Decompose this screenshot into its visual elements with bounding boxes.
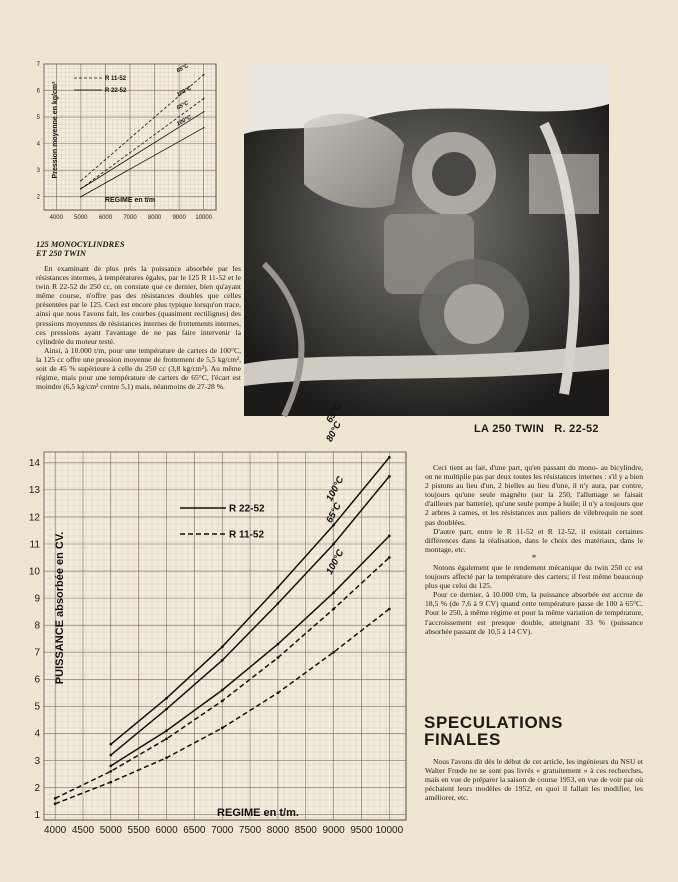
subhead <box>36 240 236 258</box>
y-tick-label: 5 <box>34 701 40 713</box>
y-tick-label: 1 <box>34 809 40 821</box>
curve-label: 65°C <box>175 100 190 112</box>
y-tick-label: 2 <box>34 782 40 794</box>
data-point <box>80 180 81 181</box>
paragraph: Pour ce dernier, à 10.000 t/m, la puissance absorbée est accrue de 18,5 % (de 7,6 à 9 CV) quand cette température passe de 100 à 65°C. Pour le 250, à même régime et pour la même variation de température, l'accroissement est presque double, atteignant 33 % (puissance absorbée passant de 10,5 à 14 CV). <box>425 590 643 636</box>
y-axis-label: PUISSANCE absorbée en CV. <box>54 531 66 685</box>
curve-label: 100°C <box>175 114 193 128</box>
paragraph: En examinant de plus près la puissance absorbée par les résistances internes, à températures égales, par le 125 R 11-52 et le twin R 22-52 de 250 cc, on constate que ce dernier, bien qu'ayant même course, n'offre pas des résistances doubles que celles présentées par le 125. Ceci est encore plus typique lorsqu'on trace, ainsi que nous l'avons fait, les courbes (quasiment rectilignes) des pressions moyennes de résistances internes de frottements internes, ces pressions ayant l'avantage de ne pas faire intervenir la cylindrée du moteur testé. <box>36 264 241 346</box>
data-point <box>332 543 335 546</box>
x-tick-label: 4500 <box>71 825 95 836</box>
y-tick-label: 3 <box>34 755 40 767</box>
data-point <box>203 98 204 99</box>
y-tick-label: 3 <box>36 168 40 175</box>
data-point <box>277 643 280 646</box>
x-axis-label: REGIME en t/m. <box>217 807 299 819</box>
paragraph: Notons également que le rendement mécanique du twin 250 cc est toujours affecté par la température des carters; il l'est même beaucoup plus que celui du 125. <box>425 562 643 591</box>
data-point <box>277 656 280 659</box>
data-point <box>221 727 224 730</box>
data-point <box>388 456 391 459</box>
section-title <box>424 714 644 748</box>
x-tick-label: 5500 <box>127 825 150 836</box>
data-point <box>203 127 204 128</box>
data-point <box>165 756 168 759</box>
x-tick-label: 6000 <box>98 215 113 221</box>
data-point <box>80 196 81 197</box>
legend-label: R 11-52 <box>229 529 265 541</box>
curve-label: 100°C <box>324 474 347 504</box>
x-tick-label: 5000 <box>99 825 122 836</box>
x-axis-label: REGIME en t/m <box>104 197 156 204</box>
curve-label: 65°C <box>324 400 344 425</box>
x-tick-label: 4000 <box>44 825 67 836</box>
data-point <box>109 743 112 746</box>
paragraph: Ainsi, à 10.000 t/m, pour une température de carters de 100°C, la 125 cc offre une pression moyenne de frottement de 5,5 kg/cm², soit de 45 % supérieure à celle du 250 cc (3,8 kg/cm²). Au même régime, mais pour une température de carters de 65°C, l'écart est moindre (6,5 kg/cm² contre 5,1) mais, néanmoins de 27-28 %. <box>36 345 241 392</box>
data-point <box>277 586 280 589</box>
x-tick-label: 6000 <box>155 825 178 836</box>
y-tick-label: 2 <box>36 194 40 201</box>
data-point <box>165 737 168 740</box>
y-tick-label: 14 <box>28 458 40 470</box>
y-tick-label: 4 <box>34 728 40 740</box>
data-point <box>109 781 112 784</box>
x-tick-label: 7000 <box>211 825 234 836</box>
data-point <box>277 602 280 605</box>
y-tick-label: 7 <box>34 647 40 659</box>
legend-label: R 22-52 <box>105 88 127 94</box>
x-tick-label: 8500 <box>294 825 317 836</box>
curve-label: 100°C <box>175 85 193 99</box>
data-point <box>165 729 168 732</box>
curve-label: 80°C <box>324 419 344 444</box>
curve-label: 65°C <box>175 63 190 75</box>
legend-label: R 11-52 <box>105 76 127 82</box>
y-tick-label: 7 <box>36 62 40 68</box>
x-tick-label: 9000 <box>322 825 345 836</box>
data-point <box>165 708 168 711</box>
plot-area <box>44 452 406 820</box>
section-title-line-1: SPECULATIONS <box>424 713 564 732</box>
x-tick-label: 10000 <box>375 825 404 836</box>
y-tick-label: 5 <box>36 115 40 122</box>
curve-label: 65°C <box>324 501 344 525</box>
paragraph: D'autre part, entre le R 11-52 et R 12-52, il existait certaines différences dans la réalisation, dans le choix des matériaux, dans le montage, etc. <box>425 526 643 554</box>
curve-label: 100°C <box>324 547 347 577</box>
data-point <box>109 765 112 768</box>
y-tick-label: 8 <box>34 620 40 632</box>
photo-caption-main: LA 250 TWIN <box>474 423 545 435</box>
data-point <box>388 608 391 611</box>
y-tick-label: 6 <box>34 674 40 686</box>
y-tick-label: 11 <box>29 539 40 551</box>
data-point <box>203 111 204 112</box>
paragraph: Ceci tient au fait, d'une part, qu'en passant du mono- au bicylindre, on ne multiplie pas par deux toutes les résistances internes : s'il y a bien 2 pistons au lieu d'un, 2 bielles au lieu d'une, il n'y aura, par contre, toujours qu'une seule magnéto (sur la 250, l'allumage se faisait d'ailleurs par batterie), qu'une seule pompe à huile; il n'y a toujours que 2 arbres à cames, et les résistances aux paliers de vilebrequin ne sont pas doublées. <box>425 463 643 527</box>
left-column-text <box>36 264 241 391</box>
x-tick-label: 7000 <box>123 215 137 221</box>
right-column-text <box>425 463 643 636</box>
data-point <box>221 645 224 648</box>
data-point <box>332 591 335 594</box>
engine-photo <box>244 64 609 416</box>
data-point <box>221 700 224 703</box>
subhead-line-1: 125 MONOCYLINDRES <box>36 239 125 249</box>
data-point <box>332 608 335 611</box>
y-tick-label: 4 <box>36 141 40 148</box>
big-power-chart <box>20 400 410 848</box>
data-point <box>388 556 391 559</box>
x-tick-label: 7500 <box>238 825 262 836</box>
legend-label: R 22-52 <box>229 503 265 515</box>
x-tick-label: 5000 <box>74 215 88 221</box>
data-point <box>109 754 112 757</box>
x-tick-label: 6500 <box>183 825 206 836</box>
data-point <box>221 689 224 692</box>
data-point <box>165 697 168 700</box>
data-point <box>80 188 81 189</box>
small-pressure-chart <box>30 58 220 230</box>
photo-caption <box>474 423 664 435</box>
data-point <box>221 659 224 662</box>
x-tick-label: 9000 <box>172 215 186 221</box>
x-tick-label: 10000 <box>195 215 213 221</box>
subhead-line-2: ET 250 TWIN <box>36 248 87 258</box>
y-tick-label: 12 <box>28 512 40 524</box>
section-title-line-2: FINALES <box>424 730 501 749</box>
data-point <box>203 74 204 75</box>
y-tick-label: 13 <box>28 485 40 497</box>
x-tick-label: 8000 <box>147 215 162 221</box>
x-tick-label: 9500 <box>350 825 373 836</box>
y-tick-label: 6 <box>36 88 40 95</box>
y-tick-label: 10 <box>28 566 40 578</box>
x-tick-label: 8000 <box>266 825 290 836</box>
y-axis-label: Pression moyenne en kg/cm² <box>52 81 59 179</box>
final-text <box>425 757 643 802</box>
paragraph: Nous l'avons dit dès le début de cet article, les ingénieurs du NSU et Walter Frœde ne se sont pas livrés « gratuitement » à ces recherches, mais en vue de préparer la saison de course 1953, en vue de voir par où péchaient leurs modèles de 1952, en quoi il fallait les modifier, les améliorer, etc. <box>425 757 643 803</box>
data-point <box>109 770 112 773</box>
x-tick-label: 4000 <box>49 215 63 221</box>
data-point <box>54 797 57 800</box>
y-tick-label: 9 <box>34 593 40 605</box>
data-point <box>54 802 57 805</box>
data-point <box>277 691 280 694</box>
data-point <box>388 535 391 538</box>
data-point <box>332 651 335 654</box>
photo-caption-model: R. 22-52 <box>554 423 599 435</box>
engine-photo-illustration <box>244 64 609 416</box>
separator-star: * <box>531 552 537 563</box>
data-point <box>388 475 391 478</box>
